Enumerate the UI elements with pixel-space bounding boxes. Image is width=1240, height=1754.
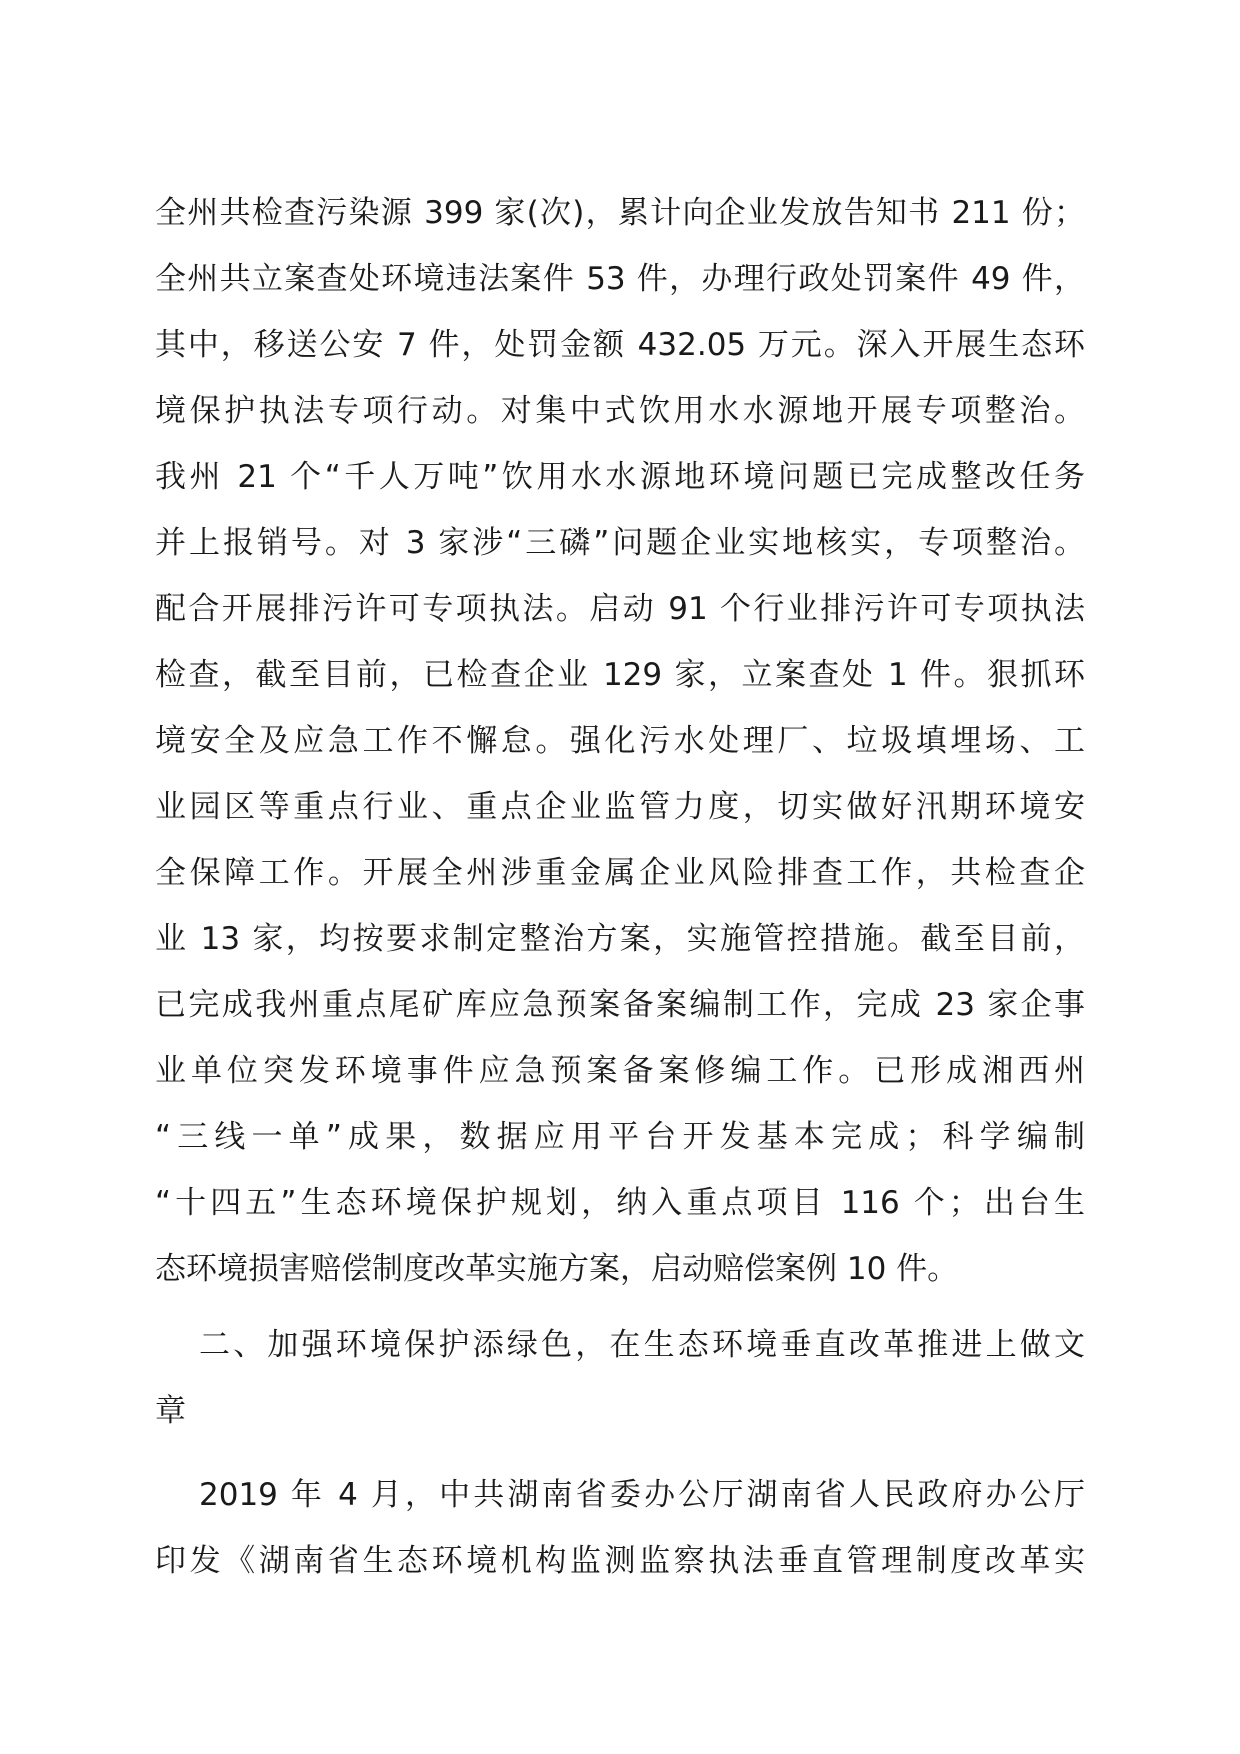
text-line: 印发《湖南省生态环境机构监测监察执法垂直管理制度改革实 xyxy=(155,1543,1085,1579)
text-line: “十四五”生态环境保护规划，纳入重点项目 116 个；出台生 xyxy=(155,1185,1085,1221)
body-paragraph xyxy=(155,1462,1085,1594)
text-line: 业园区等重点行业、重点企业监管力度，切实做好汛期环境安 xyxy=(155,789,1085,825)
text-line: 态环境损害赔偿制度改革实施方案，启动赔偿案例 10 件。 xyxy=(155,1251,959,1287)
text-line: 2019 年 4 月，中共湖南省委办公厅湖南省人民政府办公厅 xyxy=(199,1477,1085,1513)
text-line: 境安全及应急工作不懈怠。强化污水处理厂、垃圾填埋场、工 xyxy=(155,723,1085,759)
text-line: 并上报销号。对 3 家涉“三磷”问题企业实地核实，专项整治。 xyxy=(155,525,1085,561)
text-line: 配合开展排污许可专项执法。启动 91 个行业排污许可专项执法 xyxy=(155,591,1085,627)
text-line: 境保护执法专项行动。对集中式饮用水水源地开展专项整治。 xyxy=(155,393,1085,429)
text-line: 其中，移送公安 7 件，处罚金额 432.05 万元。深入开展生态环 xyxy=(155,327,1085,363)
text-line: 业 13 家，均按要求制定整治方案，实施管控措施。截至目前， xyxy=(155,921,1085,957)
text-line: 我州 21 个“千人万吨”饮用水水源地环境问题已完成整改任务 xyxy=(155,459,1085,495)
heading-line: 二、加强环境保护添绿色，在生态环境垂直改革推进上做文 xyxy=(199,1327,1085,1363)
body-paragraph xyxy=(155,180,1085,1302)
text-line: 已完成我州重点尾矿库应急预案备案编制工作，完成 23 家企事 xyxy=(155,987,1085,1023)
text-line: 检查，截至目前，已检查企业 129 家，立案查处 1 件。狠抓环 xyxy=(155,657,1085,693)
text-line: “三线一单”成果，数据应用平台开发基本完成；科学编制 xyxy=(155,1119,1085,1155)
text-line: 业单位突发环境事件应急预案备案修编工作。已形成湘西州 xyxy=(155,1053,1085,1089)
text-line: 全州共立案查处环境违法案件 53 件，办理行政处罚案件 49 件， xyxy=(155,261,1085,297)
section-heading xyxy=(155,1312,1085,1444)
text-line: 全保障工作。开展全州涉重金属企业风险排查工作，共检查企 xyxy=(155,855,1085,891)
text-line: 全州共检查污染源 399 家(次)，累计向企业发放告知书 211 份； xyxy=(155,195,1085,231)
heading-line: 章 xyxy=(155,1393,186,1429)
